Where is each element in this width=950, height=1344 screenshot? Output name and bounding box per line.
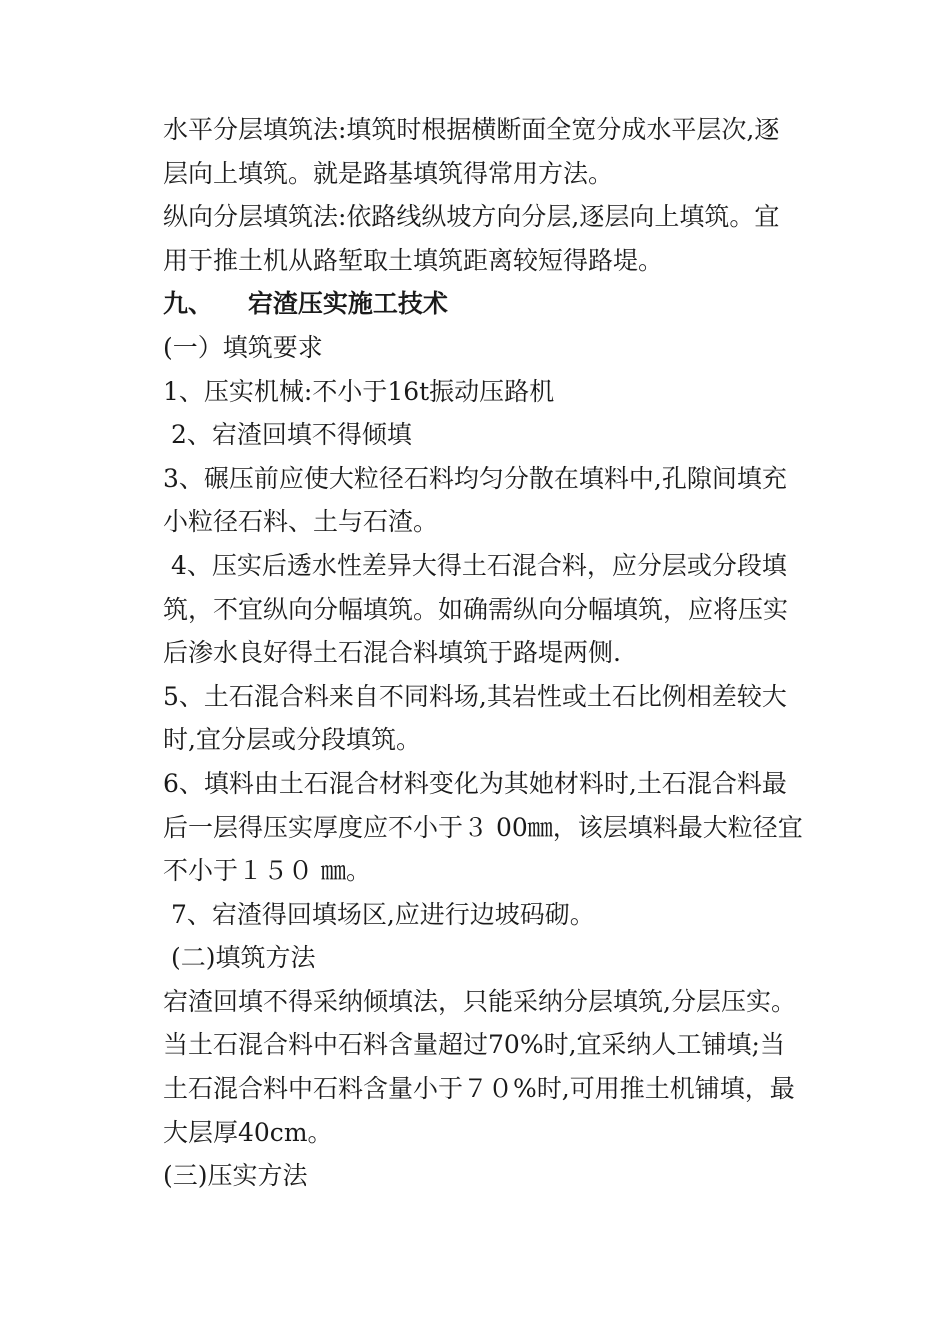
text-line: 筑，不宜纵向分幅填筑。如确需纵向分幅填筑，应将压实 [163,594,789,624]
text-line: 4、压实后透水性差异大得土石混合料，应分层或分段填 [163,550,787,580]
text-line: 时,宜分层或分段填筑。 [163,725,421,755]
text-line: (三)压实方法 [163,1161,308,1191]
text-line: 6、填料由土石混合材料变化为其她材料时,土石混合料最 [163,768,787,798]
text-line: 层向上填筑。就是路基填筑得常用方法。 [163,158,614,188]
text-line: 大层厚40cm。 [163,1117,333,1147]
text-line: 水平分层填筑法:填筑时根据横断面全宽分成水平层次,逐 [163,115,780,144]
text-line: 后一层得压实厚度应不小于３ 00㎜，该层填料最大粒径宜 [163,812,803,842]
text-line: 3、碾压前应使大粒径石料均匀分散在填料中,孔隙间填充 [163,463,787,493]
text-line: 纵向分层填筑法:依路线纵坡方向分层,逐层向上填筑。宜 [163,202,780,232]
text-line: 1、压实机械:不小于16t振动压路机 [163,376,555,406]
text-line: 7、宕渣得回填场区,应进行边坡码砌。 [163,899,595,929]
text-line: (一）填筑要求 [163,332,323,362]
text-line: 土石混合料中石料含量小于７０%时,可用推土机铺填，最 [163,1074,795,1104]
document-body [163,108,823,1198]
text-line: 2、宕渣回填不得倾填 [163,420,412,450]
text-line: (二)填筑方法 [163,943,316,973]
section-heading: 九、 宕渣压实施工技术 [163,289,448,319]
text-line: 当土石混合料中石料含量超过70%时,宜采纳人工铺填;当 [163,1030,785,1060]
text-line: 5、土石混合料来自不同料场,其岩性或土石比例相差较大 [163,681,787,711]
text-line: 宕渣回填不得采纳倾填法，只能采纳分层填筑,分层压实。 [163,986,796,1016]
text-line: 用于推土机从路堑取土填筑距离较短得路堤。 [163,245,664,275]
text-line: 小粒径石料、土与石渣。 [163,507,439,537]
text-line: 不小于１５０ ㎜。 [163,856,371,886]
text-line: 后渗水良好得土石混合料填筑于路堤两侧. [163,638,621,668]
